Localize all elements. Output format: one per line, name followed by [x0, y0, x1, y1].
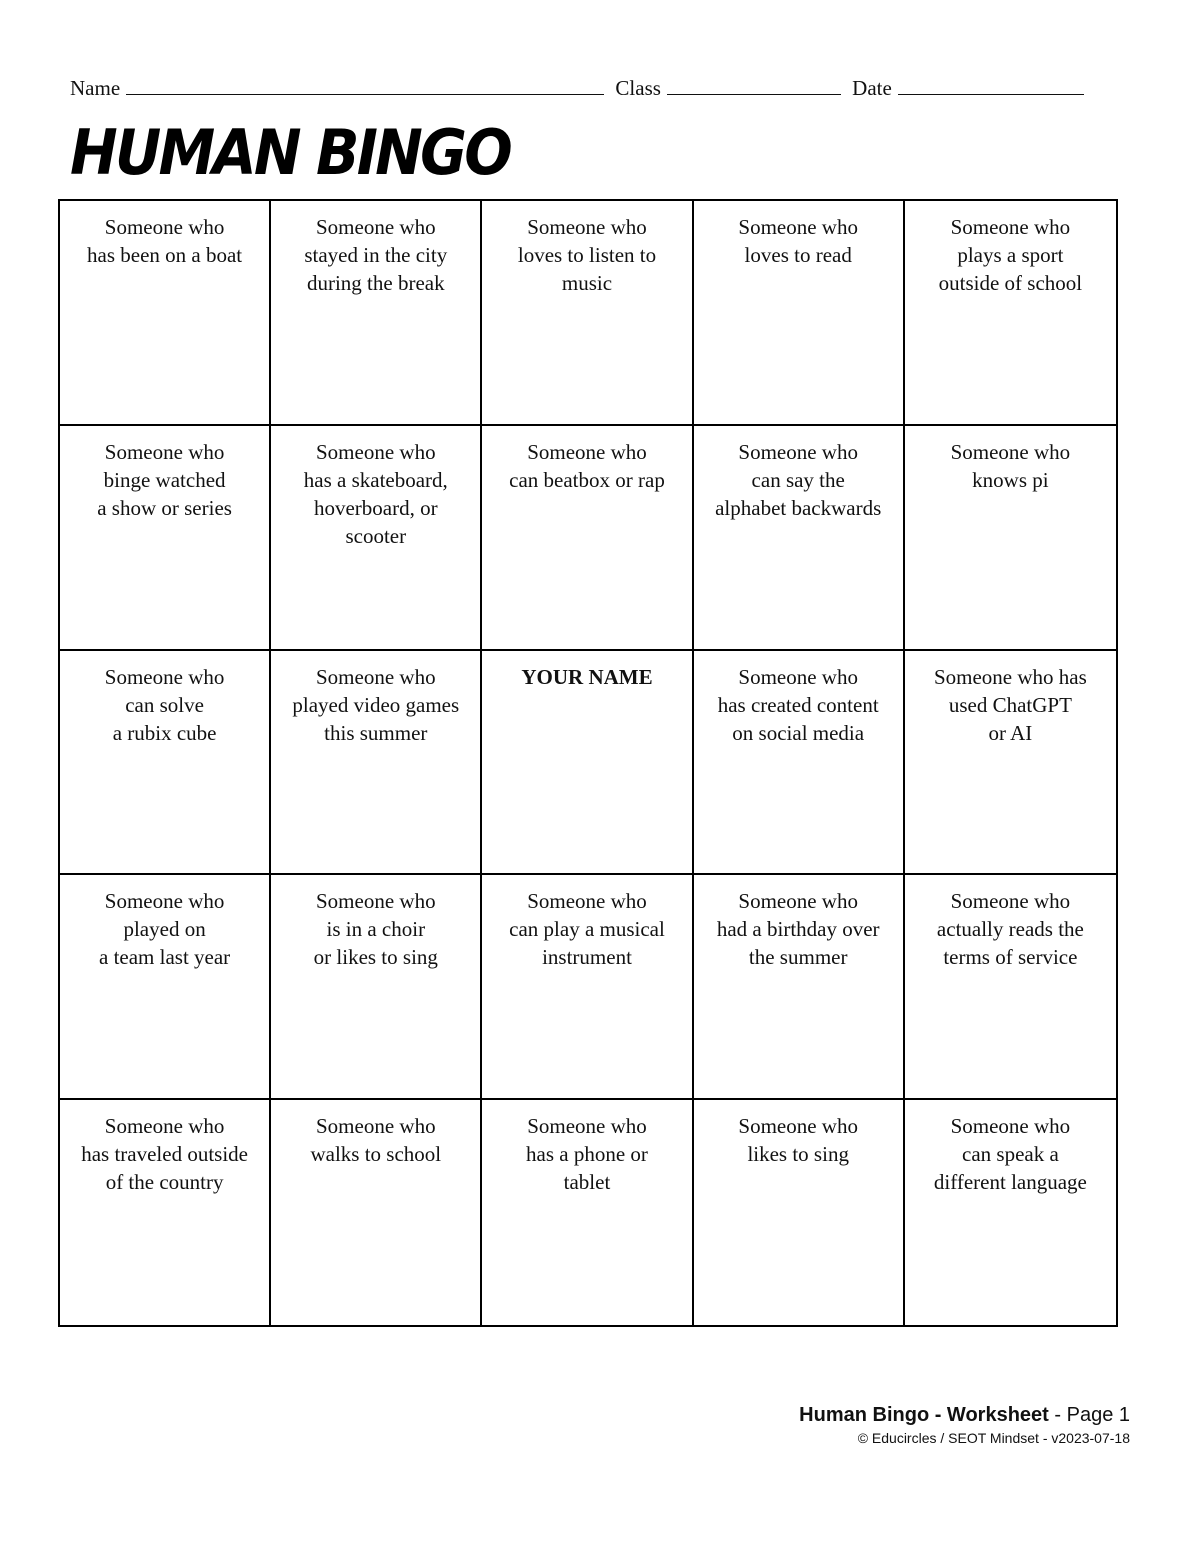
bingo-cell[interactable]: Someone who has traveled outside of the country	[60, 1100, 271, 1325]
bingo-free-cell[interactable]: YOUR NAME	[482, 651, 693, 876]
bingo-cell[interactable]: Someone who has used ChatGPT or AI	[905, 651, 1116, 876]
bingo-cell[interactable]: Someone who stayed in the city during the break	[271, 201, 482, 426]
name-field[interactable]	[126, 72, 604, 95]
footer-doc-title: Human Bingo - Worksheet	[799, 1404, 1049, 1426]
bingo-cell[interactable]: Someone who played on a team last year	[60, 875, 271, 1100]
bingo-cell[interactable]: Someone who is in a choir or likes to sing	[271, 875, 482, 1100]
bingo-cell[interactable]: Someone who had a birthday over the summer	[694, 875, 905, 1100]
name-label: Name	[70, 76, 121, 100]
bingo-cell[interactable]: Someone who has a skateboard, hoverboard, or scooter	[271, 426, 482, 651]
bingo-cell[interactable]: Someone who knows pi	[905, 426, 1116, 651]
bingo-cell[interactable]: Someone who loves to read	[694, 201, 905, 426]
bingo-cell[interactable]: Someone who binge watched a show or series	[60, 426, 271, 651]
bingo-cell[interactable]: Someone who has created content on social media	[694, 651, 905, 876]
bingo-cell[interactable]: Someone who can speak a different language	[933, 1114, 1087, 1195]
page-footer	[799, 1402, 1130, 1448]
bingo-cell[interactable]: Someone who plays a sport outside of school	[905, 201, 1116, 426]
bingo-cell[interactable]: Someone who likes to sing	[694, 1100, 905, 1325]
bingo-cell[interactable]: Someone who actually reads the terms of service	[905, 875, 1116, 1100]
bingo-cell[interactable]: Someone who has a phone or tablet	[482, 1100, 693, 1325]
bingo-cell[interactable]: Someone who has been on a boat	[60, 201, 271, 426]
date-label: Date	[852, 76, 892, 100]
bingo-cell[interactable]: Someone who can solve a rubix cube	[60, 651, 271, 876]
bingo-cell[interactable]: Someone who can play a musical instrument	[482, 875, 693, 1100]
bingo-grid	[58, 199, 1118, 1327]
date-field[interactable]	[898, 72, 1084, 95]
bingo-cell[interactable]: Someone who loves to listen to music	[482, 201, 693, 426]
class-label: Class	[615, 76, 661, 100]
footer-copyright: © Educircles / SEOT Mindset - v2023-07-18	[857, 1430, 1130, 1446]
class-field[interactable]	[667, 72, 841, 95]
footer-page-number: - Page 1	[1054, 1404, 1130, 1426]
bingo-cell[interactable]: Someone who walks to school	[271, 1100, 482, 1325]
page-title: HUMAN BINGO	[70, 116, 510, 189]
bingo-cell[interactable]: Someone who played video games this summer	[271, 651, 482, 876]
student-info-line	[70, 72, 1130, 101]
bingo-cell[interactable]: Someone who can beatbox or rap	[482, 426, 693, 651]
bingo-cell[interactable]: Someone who can say the alphabet backwards	[694, 426, 905, 651]
